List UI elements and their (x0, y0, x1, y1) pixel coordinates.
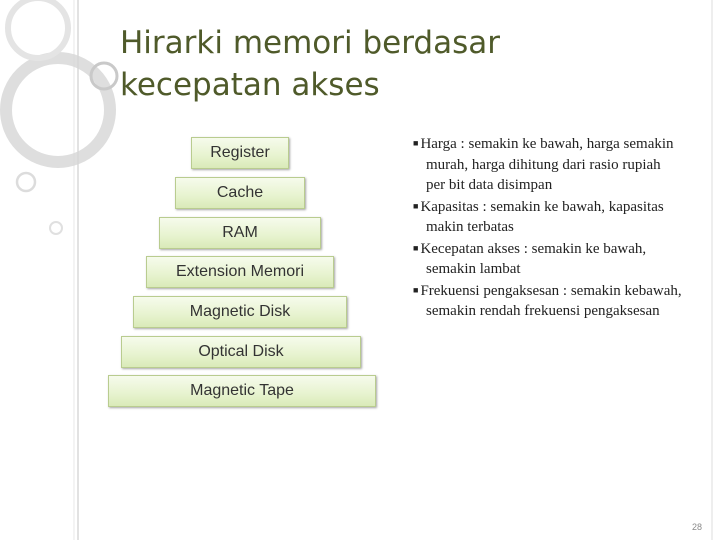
decor-ring-large (6, 58, 110, 162)
page-number: 28 (691, 522, 702, 532)
bullet-marker-icon: ■ (413, 242, 419, 253)
bullet-item (413, 280, 683, 322)
pyramid-level-cache: Cache (175, 177, 305, 209)
pyramid-level-ram: RAM (159, 217, 321, 249)
bullet-text: Kecepatan akses : semakin ke bawah, semakin lambat (420, 240, 647, 277)
pyramid-level-magnetic-tape: Magnetic Tape (108, 375, 376, 407)
slide-title: Hirarki memori berdasar kecepatan akses (120, 25, 500, 103)
decor-ring-medium (8, 0, 68, 58)
decor-ring-small (17, 173, 35, 191)
decor-ring-tiny (50, 222, 62, 234)
bullet-text: Frekuensi pengaksesan : semakin kebawah, semakin rendah frekuensi pengaksesan (420, 282, 682, 319)
pyramid-level-register: Register (191, 137, 289, 169)
pyramid-level-extension-memori: Extension Memori (146, 256, 334, 288)
pyramid-level-optical-disk: Optical Disk (121, 336, 361, 368)
pyramid-level-magnetic-disk: Magnetic Disk (133, 296, 347, 328)
bullet-list (413, 133, 683, 322)
bullet-item (413, 196, 683, 238)
bullet-marker-icon: ■ (413, 138, 419, 148)
bullet-text: Kapasitas : semakin ke bawah, kapasitas makin terbatas (420, 198, 664, 235)
bullet-marker-icon: ■ (413, 284, 419, 295)
bullet-item (413, 133, 683, 196)
bullet-text: Harga : semakin ke bawah, harga semakin murah, harga dihitung dari rasio rupiah per bit data disimpan (420, 136, 674, 193)
bullet-marker-icon: ■ (413, 200, 419, 211)
bullet-item (413, 238, 683, 280)
